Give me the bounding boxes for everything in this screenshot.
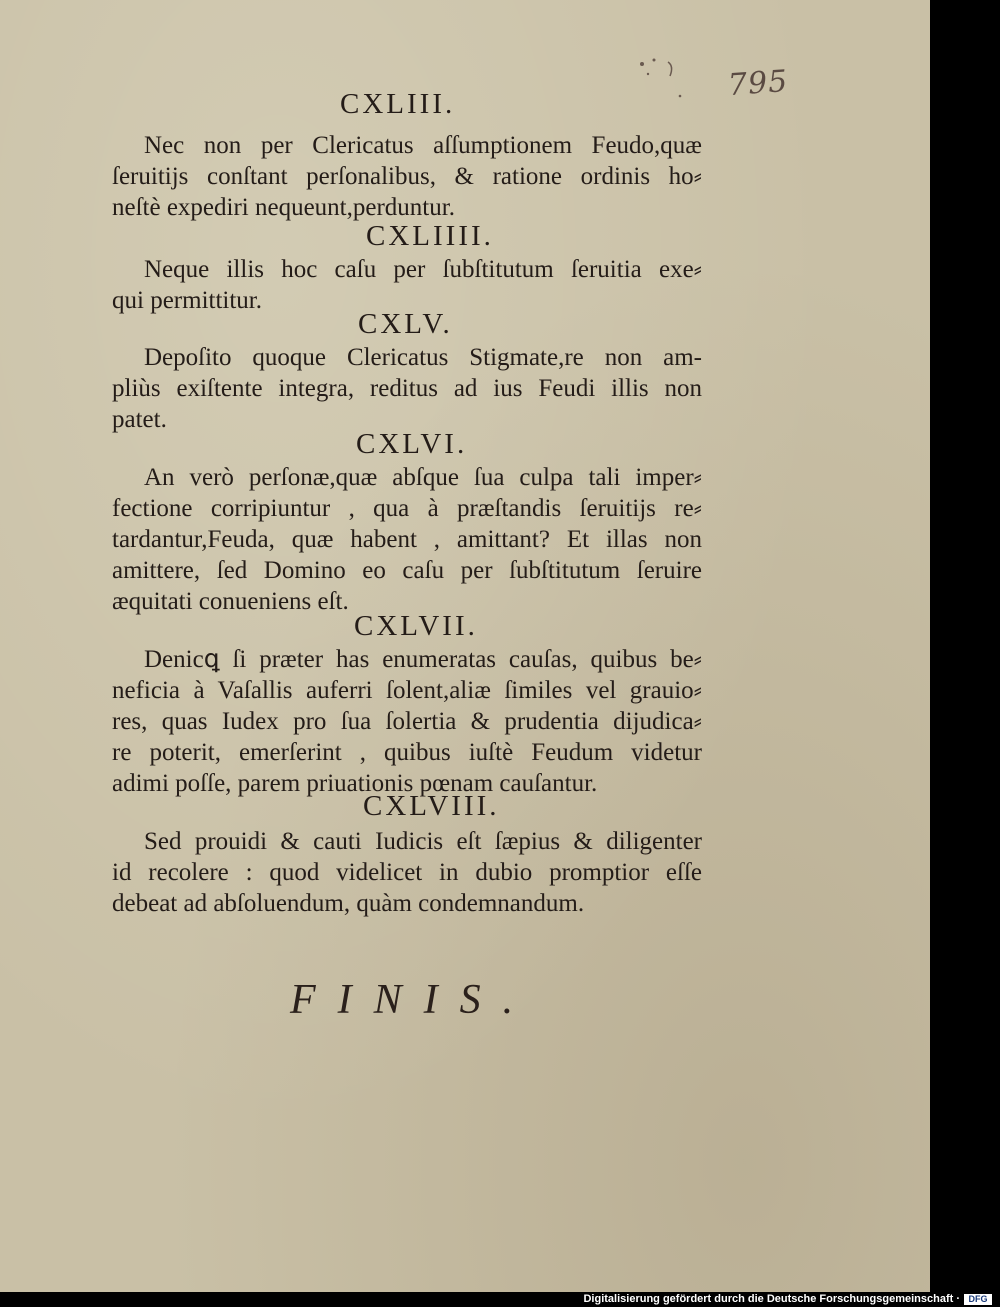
- text-line: An verò perſonæ,quæ abſque ſua culpa tali imper⸗: [144, 464, 702, 491]
- text-line: qui permittitur.: [112, 287, 262, 314]
- text-line: tardantur,Feuda, quæ habent , amittant? Et illas non: [112, 526, 702, 553]
- text-line: debeat ad abſoluendum, quàm condemnandum.: [112, 890, 585, 917]
- text-line: adimi poſſe, parem priuationis pœnam cauſantur.: [112, 770, 598, 797]
- section-heading: CXLIII.: [340, 88, 456, 120]
- section-paragraph: [112, 826, 702, 919]
- text-line: ſeruitijs conſtant perſonalibus, & ratione ordinis ho⸗: [112, 163, 702, 190]
- text-line: Neque illis hoc caſu per ſubſtitutum ſeruitia exe⸗: [144, 256, 702, 283]
- text-line: amittere, ſed Domino eo caſu per ſubſtitutum ſeruire: [112, 557, 702, 584]
- text-line: æquitati conueniens eſt.: [112, 588, 349, 615]
- section-heading: CXLV.: [358, 308, 453, 340]
- section-paragraph: [112, 130, 702, 223]
- folio-number: 795: [726, 63, 790, 104]
- footer-bar: [0, 1292, 1000, 1307]
- section-paragraph: [112, 462, 702, 617]
- text-line: id recolere : quod videlicet in dubio promptior eſſe: [112, 859, 702, 886]
- text-line: Nec non per Clericatus aſſumptionem Feudo,quæ: [144, 132, 702, 159]
- text-line: re poterit, emerſerint , quibus iuſtè Feudum videtur: [112, 739, 702, 766]
- text-line: Sed prouidi & cauti Iudicis eſt ſæpius & diligenter: [144, 828, 702, 855]
- text-line: res, quas Iudex pro ſua ſolertia & prudentia dijudica⸗: [112, 708, 702, 735]
- section-paragraph: [112, 644, 702, 799]
- text-line: pliùs exiſtente integra, reditus ad ius Feudi illis non: [112, 375, 702, 402]
- dfg-logo: DFG: [964, 1294, 992, 1305]
- section-heading: CXLVI.: [356, 428, 468, 460]
- footer-credit: Digitalisierung gefördert durch die Deutsche Forschungsgemeinschaft ·: [583, 1293, 960, 1305]
- section-heading: CXLVIII.: [363, 790, 500, 822]
- section-paragraph: [112, 342, 702, 435]
- text-line: neficia à Vaſallis auferri ſolent,aliæ ſimiles vel grauio⸗: [112, 677, 702, 704]
- section-heading: CXLIIII.: [366, 220, 494, 252]
- section-paragraph: [112, 254, 702, 316]
- text-line: neſtè expediri nequeunt,perduntur.: [112, 194, 455, 221]
- section-heading: CXLVII.: [354, 610, 478, 642]
- text-line: patet.: [112, 406, 167, 433]
- text-line: Depoſito quoque Clericatus Stigmate,re non am-: [144, 344, 702, 371]
- text-line: Denicꝗ ſi præter has enumeratas cauſas, quibus be⸗: [144, 646, 702, 673]
- finis-label: FINIS.: [290, 977, 536, 1023]
- ink-specks: [634, 52, 704, 102]
- text-line: fectione corripiuntur , qua à præſtandis ſeruitijs re⸗: [112, 495, 702, 522]
